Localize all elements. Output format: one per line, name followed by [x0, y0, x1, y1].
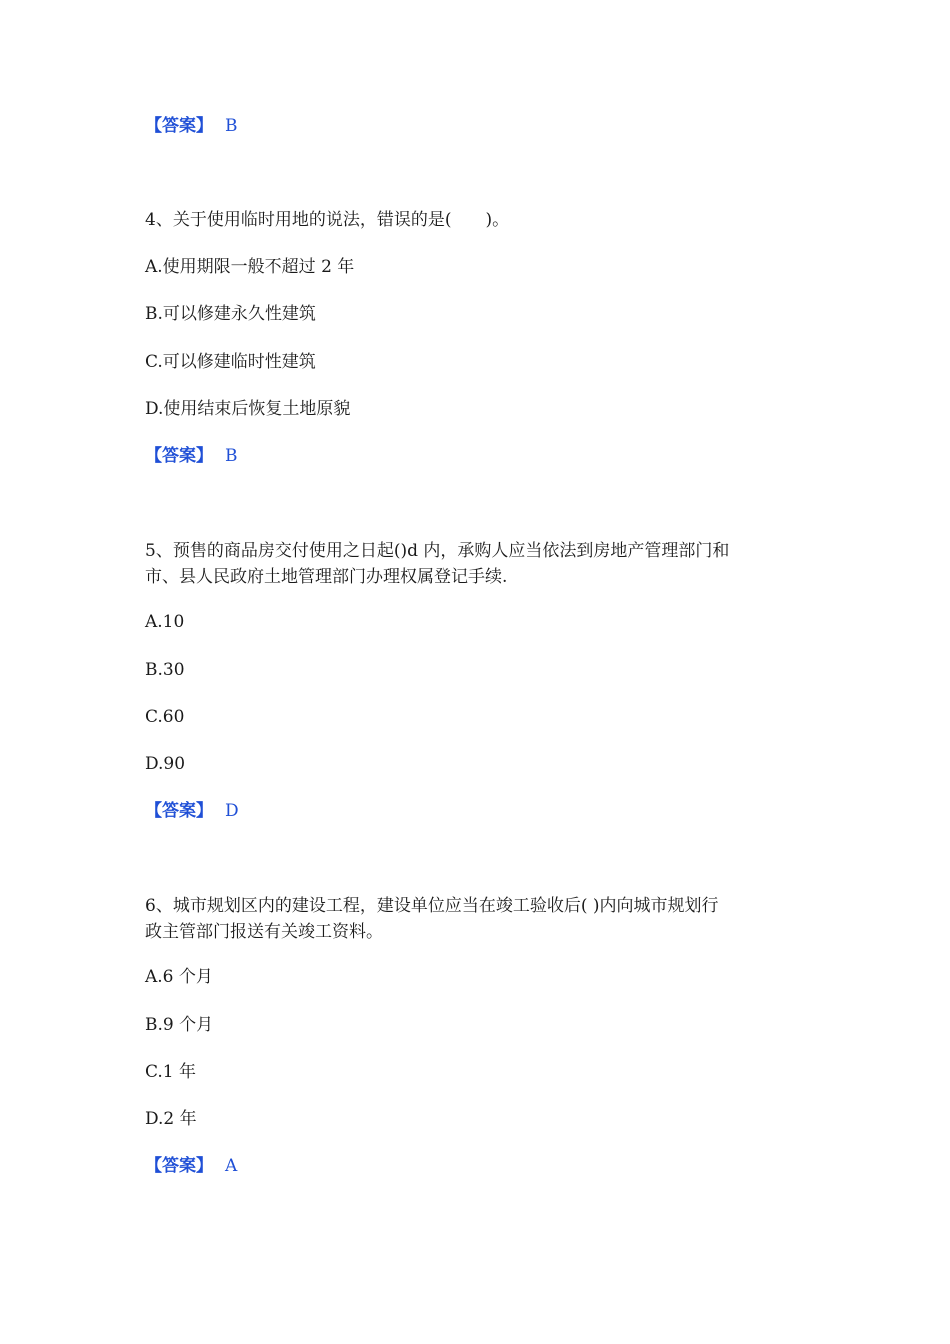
question-6-stem-line-1: 6、城市规划区内的建设工程，建设单位应当在竣工验收后( )内向城市规划行 — [145, 896, 719, 916]
answer-label: 【答案】 — [145, 801, 213, 821]
question-5-answer — [145, 799, 239, 823]
question-4-option-a: A.使用期限一般不超过 2 年 — [145, 257, 355, 277]
question-6-option-c: C.1 年 — [145, 1062, 197, 1082]
answer-label: 【答案】 — [145, 116, 213, 136]
question-5-option-a: A.10 — [145, 612, 185, 632]
answer-value: B — [225, 116, 238, 136]
question-5-stem-line-1: 5、预售的商品房交付使用之日起()d 内，承购人应当依法到房地产管理部门和 — [145, 541, 730, 561]
question-5-option-d: D.90 — [145, 754, 186, 774]
question-4-option-c: C.可以修建临时性建筑 — [145, 352, 316, 372]
question-4-stem: 4、关于使用临时用地的说法，错误的是( )。 — [145, 210, 510, 230]
question-5-option-b: B.30 — [145, 660, 185, 680]
answer-value: D — [225, 801, 239, 821]
question-4-answer — [145, 444, 238, 468]
question-6-answer — [145, 1154, 237, 1178]
answer-label: 【答案】 — [145, 1156, 213, 1176]
question-6-option-d: D.2 年 — [145, 1109, 197, 1129]
question-6-option-a: A.6 个月 — [145, 967, 213, 987]
answer-value: A — [225, 1156, 238, 1176]
question-5-stem-line-2: 市、县人民政府土地管理部门办理权属登记手续. — [145, 567, 508, 587]
question-6-option-b: B.9 个月 — [145, 1015, 214, 1035]
answer-row — [145, 114, 238, 138]
question-5-option-c: C.60 — [145, 707, 185, 727]
question-4-option-b: B.可以修建永久性建筑 — [145, 304, 316, 324]
answer-value: B — [225, 446, 238, 466]
question-6-stem-line-2: 政主管部门报送有关竣工资料。 — [145, 922, 383, 942]
answer-label: 【答案】 — [145, 446, 213, 466]
question-4-option-d: D.使用结束后恢复土地原貌 — [145, 399, 351, 419]
